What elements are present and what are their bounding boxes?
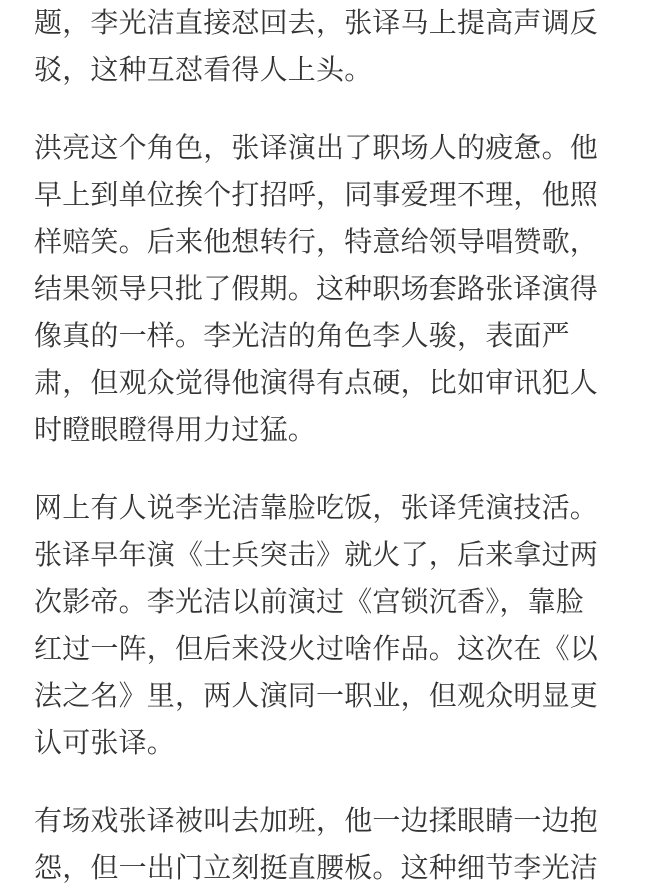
text-line: 题，李光洁直接怼回去，张译马上提高声调反 [34,6,599,39]
article-body [34,0,634,891]
paragraph-1 [34,0,634,93]
text-line: 样赔笑。后来他想转行，特意给领导唱赞歌， [34,225,599,258]
paragraph-3 [34,484,634,766]
text-line: 怨，但一出门立刻挺直腰板。这种细节李光洁 [34,851,599,884]
text-line: 时瞪眼瞪得用力过猛。 [34,413,317,446]
text-line: 驳，这种互怼看得人上头。 [34,53,373,86]
paragraph-spacer [34,93,634,124]
text-line: 有场戏张译被叫去加班，他一边揉眼睛一边抱 [34,804,599,837]
text-line: 洪亮这个角色，张译演出了职场人的疲惫。他 [34,131,599,164]
paragraph-spacer [34,453,634,484]
text-line: 红过一阵，但后来没火过啥作品。这次在《以 [34,632,599,665]
text-line: 认可张译。 [34,726,176,759]
text-line: 网上有人说李光洁靠脸吃饭，张译凭演技活。 [34,491,599,524]
paragraph-spacer [34,766,634,797]
text-line: 张译早年演《士兵突击》就火了，后来拿过两 [34,538,599,571]
text-line: 法之名》里，两人演同一职业，但观众明显更 [34,679,599,712]
text-line: 次影帝。李光洁以前演过《宫锁沉香》，靠脸 [34,585,585,618]
text-line: 早上到单位挨个打招呼，同事爱理不理，他照 [34,178,599,211]
paragraph-4 [34,797,634,891]
text-line: 肃，但观众觉得他演得有点硬，比如审讯犯人 [34,366,599,399]
paragraph-2 [34,124,634,453]
text-line: 像真的一样。李光洁的角色李人骏，表面严 [34,319,570,352]
text-line: 结果领导只批了假期。这种职场套路张译演得 [34,272,599,305]
